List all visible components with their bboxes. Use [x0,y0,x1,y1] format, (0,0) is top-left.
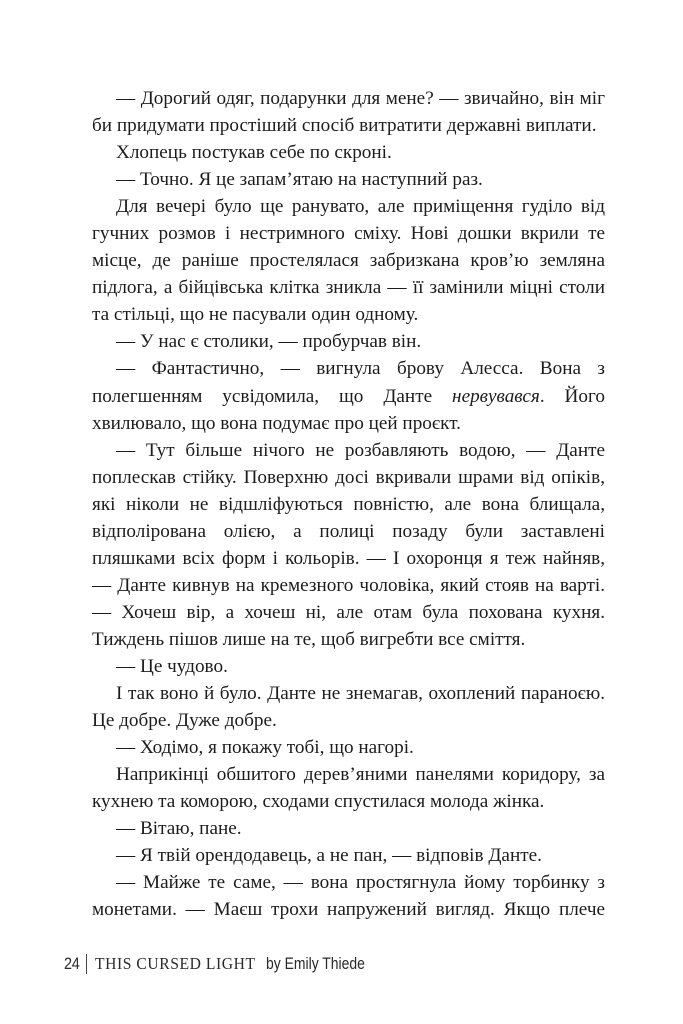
paragraph: — Тут більше нічого не розбавляють водою, — Данте поплескав стійку. Поверхню досі вкривали шрами від опіків, які ніколи не відшліфуються повністю, але вона блищала, відполірована олією, а полиці позаду були заставлені пляшками всіх форм і кольорів. — І охоронця я теж найняв, — Данте кивнув на кремезного чоловіка, який стояв на варті. — Хочеш вір, а хочеш ні, але отам була похована кухня. Тиждень пішов лише на те, щоб вигребти все сміття. [92,439,605,650]
page-footer [64,952,386,976]
paragraph: — Вітаю, пане. [116,818,242,840]
page-number: 24 [64,954,80,973]
paragraph: — Ходімо, я покажу тобі, що нагорі. [116,737,414,759]
author-byline: by Emily Thiede [265,954,365,973]
paragraph-text: . Його хвилювало, що вона подумає про цей проєкт. [92,385,605,434]
paragraph: — Точно. Я це запам’ятаю на наступний раз. [116,169,483,191]
paragraph: Наприкінці обшитого дерев’яними панелями коридору, за кухнею та коморою, сходами спустилася молода жінка. [92,764,605,813]
body-text [92,85,605,923]
paragraph: І так воно й було. Данте не знемагав, охоплений параноєю. Це добре. Дуже добре. [92,683,605,732]
paragraph: — У нас є столики, — пробурчав він. [116,331,422,353]
book-title: THIS CURSED LIGHT [95,954,256,973]
paragraph [92,355,605,436]
paragraph: Хлопець постукав себе по скроні. [116,142,392,164]
paragraph: — Дорогий одяг, подарунки для мене? — звичайно, він міг би придумати простіший спосіб витратити державні виплати. [92,88,605,137]
paragraph: — Я твій орендодавець, а не пан, — відповів Данте. [116,845,542,867]
paragraph: — Майже те саме, — вона простягнула йому торбинку з монетами. — Маєш трохи напружений вигляд. Якщо плече [92,872,605,921]
footer-divider [86,954,87,974]
paragraph: Для вечері було ще ранувато, але приміщення гуділо від гучних розмов і нестримного сміху. Нові дошки вкрили те місце, де раніше простелялася забризкана кров’ю земляна підлога, а бійцівська клітка зникла — її замінили міцні столи та стільці, що не пасували один одному. [92,196,605,326]
italic-emphasis: нервувався [452,385,540,407]
paragraph: — Це чудово. [116,655,228,677]
paragraph-text: — Фантастично, — вигнула брову Алесса. Вона з полегшенням усвідомила, що Данте [92,358,605,407]
